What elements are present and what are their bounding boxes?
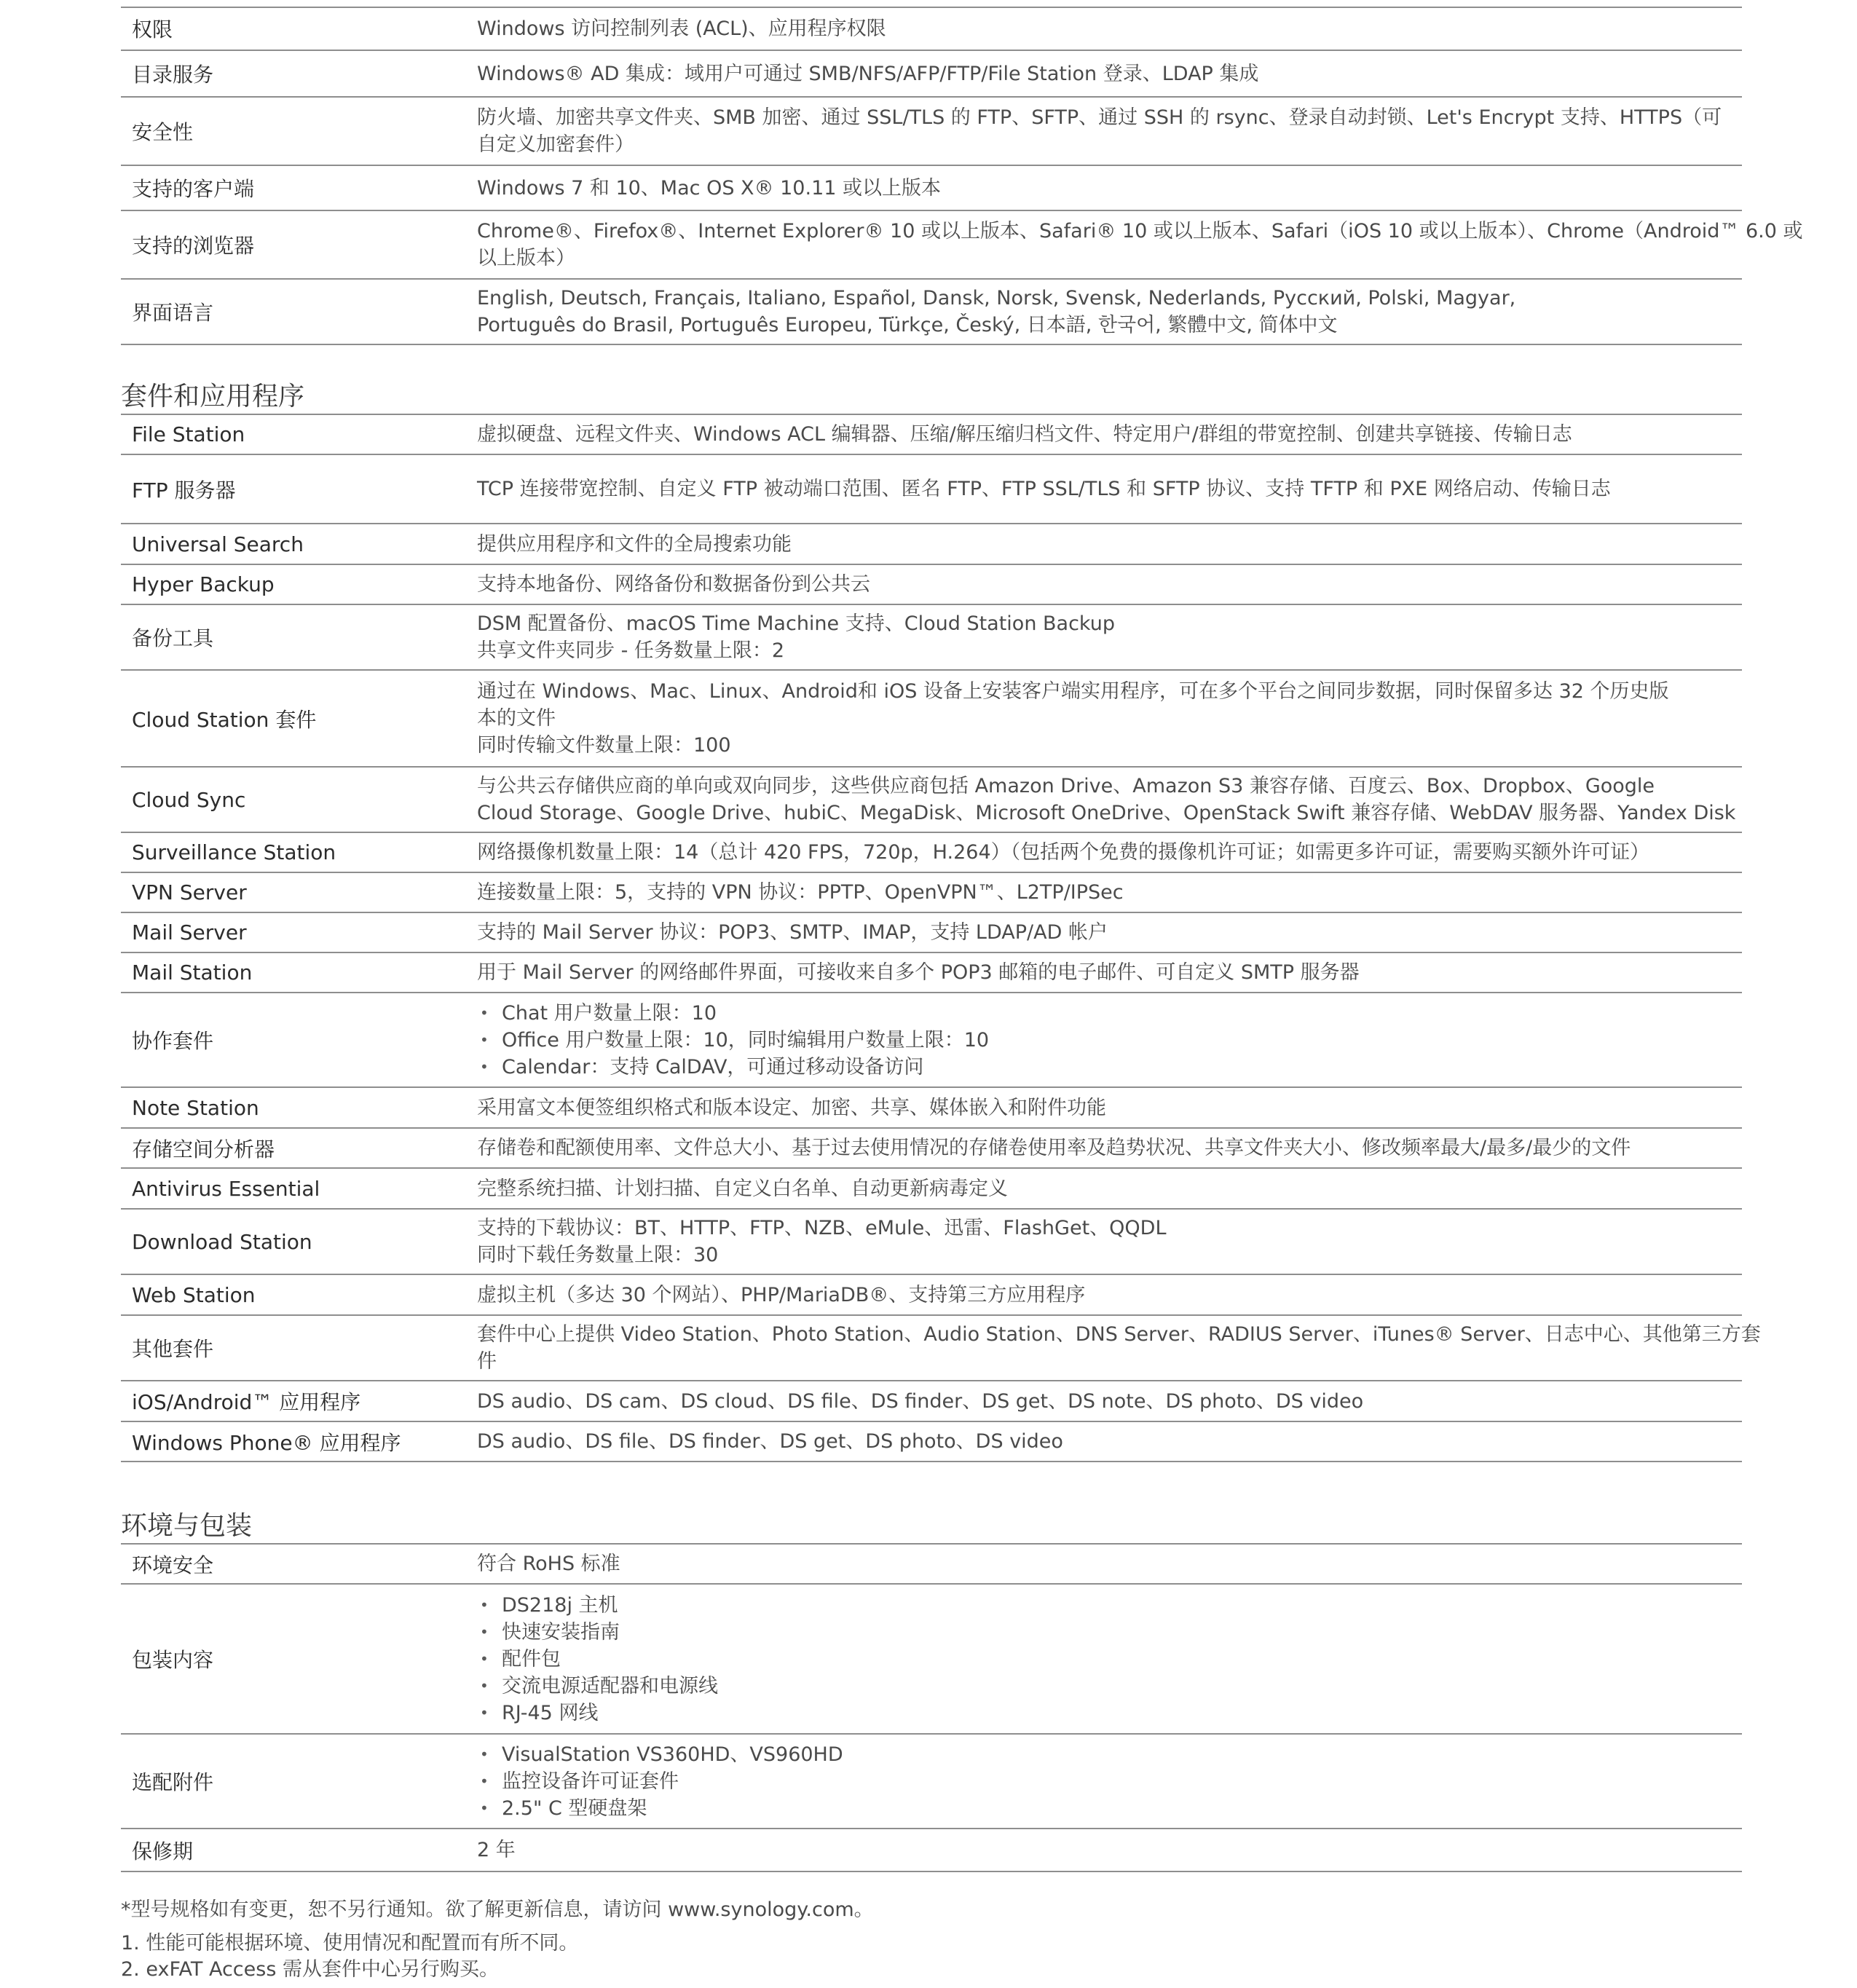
spec-value [477,565,1727,604]
spec-value-line: 用于 Mail Server 的网络邮件界面，可接收来自多个 POP3 邮箱的电子邮件、可自定义 SMTP 服务器 [477,961,1360,984]
spec-value [477,51,1727,96]
spec-label: 环境安全 [132,1553,214,1577]
spec-value [477,166,1727,210]
spec-row [121,1275,1742,1316]
spec-row [121,913,1742,953]
spec-label: 支持的客户端 [132,177,255,201]
spec-label: Windows Phone® 应用程序 [132,1430,401,1455]
spec-label: 安全性 [132,120,194,144]
spec-label: 包装内容 [132,1648,214,1672]
spec-row [121,1422,1742,1462]
spec-row [121,1585,1742,1735]
spec-value-line: 件 [477,1350,497,1373]
spec-value [477,1829,1727,1871]
spec-value [477,605,1727,669]
spec-label: 权限 [132,17,173,42]
spec-row [121,1088,1742,1129]
spec-label: Mail Server [132,920,247,944]
spec-row [121,51,1742,98]
spec-bullet-list [477,1592,1727,1727]
spec-bullet-item: • 快速安装指南 [477,1619,1727,1646]
spec-bullet-item: • Chat 用户数量上限：10 [477,1000,1727,1027]
spec-value [477,1169,1727,1208]
spec-value-line: 2 年 [477,1839,516,1861]
spec-bullet-item: • Office 用户数量上限：10，同时编辑用户数量上限：10 [477,1027,1727,1054]
spec-bullet-item: • 配件包 [477,1646,1727,1673]
spec-label: Mail Station [132,961,253,985]
spec-value-line: 共享文件夹同步 - 任务数量上限：2 [477,639,785,662]
spec-value [477,873,1727,912]
spec-value-line: 符合 RoHS 标准 [477,1553,620,1575]
section-title: 环境与包装 [121,1511,253,1541]
spec-value-line: 虚拟主机（多达 30 个网站）、PHP/MariaDB®、支持第三方应用程序 [477,1283,1086,1306]
spec-value [477,1735,1727,1828]
spec-value [477,833,1727,872]
spec-value [477,768,1736,832]
spec-row [121,953,1742,993]
spec-bullet-item: • VisualStation VS360HD、VS960HD [477,1741,1727,1768]
spec-value-line: English, Deutsch, Français, Italiano, Español, Dansk, Norsk, Svensk, Nederlands, Русский, Polski, Magyar, [477,287,1516,309]
spec-bullet-item: • 监控设备许可证套件 [477,1768,1727,1795]
spec-value-line: 同时传输文件数量上限：100 [477,734,731,757]
spec-value-line: 自定义加密套件） [477,133,634,156]
spec-label: iOS/Android™ 应用程序 [132,1390,361,1414]
spec-label: Cloud Sync [132,787,246,812]
spec-value [477,7,1727,50]
spec-bullet-item: • DS218j 主机 [477,1592,1727,1619]
spec-bullet-item: • Calendar：支持 CalDAV，可通过移动设备访问 [477,1054,1727,1081]
spec-value-line: 完整系统扫描、计划扫描、自定义白名单、自动更新病毒定义 [477,1177,1008,1200]
spec-bullet-list [477,1741,1727,1822]
spec-value-line: 以上版本） [477,247,575,269]
spec-bullet-item: • RJ-45 网线 [477,1700,1727,1727]
spec-value-line: DS audio、DS file、DS finder、DS get、DS photo、DS video [477,1430,1063,1453]
spec-label: 其他套件 [132,1337,214,1361]
spec-value-line: 提供应用程序和文件的全局搜索功能 [477,532,792,556]
spec-label: VPN Server [132,880,247,904]
spec-value-line: DS audio、DS cam、DS cloud、DS file、DS finder、DS get、DS note、DS photo、DS video [477,1389,1364,1413]
spec-label: 选配附件 [132,1770,214,1794]
spec-value-line: Windows 7 和 10、Mac OS X® 10.11 或以上版本 [477,176,942,200]
spec-row [121,565,1742,605]
spec-label: 备份工具 [132,626,214,650]
spec-row [121,1210,1742,1275]
spec-label: File Station [132,422,245,446]
spec-label: Surveillance Station [132,840,336,864]
spec-label: 保修期 [132,1839,194,1863]
spec-value [477,1210,1727,1274]
spec-value-line: 支持的 Mail Server 协议：POP3、SMTP、IMAP，支持 LDAP/AD 帐户 [477,921,1108,944]
spec-value-line: Windows® AD 集成：域用户可通过 SMB/NFS/AFP/FTP/File Station 登录、LDAP 集成 [477,62,1259,85]
footnote-2: 2. exFAT Access 需从套件中心另行购买。 [121,1958,499,1981]
spec-label: Hyper Backup [132,572,275,596]
spec-value-line: 存储卷和配额使用率、文件总大小、基于过去使用情况的存储卷使用率及趋势状况、共享文件夹大小、修改频率最大/最多/最少的文件 [477,1137,1631,1159]
spec-row [121,1381,1742,1422]
spec-label: FTP 服务器 [132,478,236,502]
spec-value [477,953,1727,992]
spec-value-line: Cloud Storage、Google Drive、hubiC、MegaDisk、Microsoft OneDrive、OpenStack Swift 兼容存储、WebDAV 服务器、Yandex Disk [477,802,1736,824]
spec-bullet-item: • 交流电源适配器和电源线 [477,1673,1727,1700]
spec-value [477,415,1727,454]
spec-row [121,455,1742,524]
spec-value [477,1316,1761,1380]
spec-label: Antivirus Essential [132,1176,320,1201]
spec-value-line: Chrome®、Firefox®、Internet Explorer® 10 或以上版本、Safari® 10 或以上版本、Safari（iOS 10 或以上版本）、Chrome（Android™ 6.0 或 [477,220,1803,242]
spec-value [477,671,1727,766]
spec-label: Cloud Station 套件 [132,707,317,732]
spec-value-line: DSM 配置备份、macOS Time Machine 支持、Cloud Station Backup [477,612,1115,635]
spec-row [121,1169,1742,1210]
spec-row [121,98,1742,166]
spec-value [477,913,1727,952]
spec-value [477,98,1727,165]
spec-value [477,993,1727,1086]
spec-row [121,524,1742,565]
spec-row [121,1543,1742,1585]
spec-value [477,1545,1727,1583]
spec-label: 目录服务 [132,63,214,87]
spec-row [121,166,1742,211]
section-title: 套件和应用程序 [121,382,305,411]
spec-value [477,455,1727,523]
spec-label: 支持的浏览器 [132,234,255,258]
spec-value-line: 支持本地备份、网络备份和数据备份到公共云 [477,573,870,596]
spec-value-line: 本的文件 [477,707,556,730]
spec-row [121,605,1742,671]
spec-value [477,211,1803,278]
spec-row [121,7,1742,51]
spec-row [121,414,1742,455]
spec-label: Universal Search [132,532,304,556]
spec-value-line: 采用富文本便签组织格式和版本设定、加密、共享、媒体嵌入和附件功能 [477,1096,1106,1119]
spec-value-line: 套件中心上提供 Video Station、Photo Station、Audio Station、DNS Server、RADIUS Server、iTunes® Server、日志中心、其他第三方套 [477,1323,1761,1346]
spec-value [477,280,1727,344]
spec-label: Download Station [132,1229,312,1254]
footnote-1: 1. 性能可能根据环境、使用情况和配置而有所不同。 [121,1932,579,1955]
spec-row [121,280,1742,345]
spec-value-line: 虚拟硬盘、远程文件夹、Windows ACL 编辑器、压缩/解压缩归档文件、特定用户/群组的带宽控制、创建共享链接、传输日志 [477,423,1572,446]
spec-row [121,873,1742,913]
spec-value-line: 连接数量上限：5，支持的 VPN 协议：PPTP、OpenVPN™、L2TP/IPSec [477,881,1124,904]
spec-value [477,1275,1727,1314]
spec-row [121,1129,1742,1169]
spec-bullet-item: • 2.5" C 型硬盘架 [477,1795,1727,1822]
spec-row [121,1829,1742,1872]
spec-value-line: 支持的下载协议：BT、HTTP、FTP、NZB、eMule、迅雷、FlashGet、QQDL [477,1217,1167,1239]
spec-value-line: Windows 访问控制列表 (ACL)、应用程序权限 [477,17,886,40]
spec-value [477,1585,1727,1733]
spec-row [121,1735,1742,1829]
spec-row [121,671,1742,768]
spec-value-line: TCP 连接带宽控制、自定义 FTP 被动端口范围、匿名 FTP、FTP SSL/TLS 和 SFTP 协议、支持 TFTP 和 PXE 网络启动、传输日志 [477,478,1611,500]
spec-label: Web Station [132,1282,256,1307]
spec-value [477,1422,1727,1461]
spec-value-line: 与公共云存储供应商的单向或双向同步，这些供应商包括 Amazon Drive、Amazon S3 兼容存储、百度云、Box、Dropbox、Google [477,775,1655,797]
spec-label: 协作套件 [132,1029,214,1053]
spec-label: 界面语言 [132,301,214,325]
spec-label: 存储空间分析器 [132,1137,275,1161]
spec-value [477,1088,1727,1127]
spec-value-line: 网络摄像机数量上限：14（总计 420 FPS，720p，H.264）（包括两个免费的摄像机许可证；如需更多许可证，需要购买额外许可证） [477,841,1650,864]
spec-row [121,993,1742,1088]
spec-value-line: Português do Brasil, Português Europeu, Türkçe, Český, 日本語, 한국어, 繁體中文, 简体中文 [477,314,1338,336]
spec-value [477,1381,1727,1421]
spec-value-line: 通过在 Windows、Mac、Linux、Android和 iOS 设备上安装客户端实用程序，可在多个平台之间同步数据，同时保留多达 32 个历史版 [477,680,1669,703]
spec-label: Note Station [132,1095,259,1120]
spec-row [121,211,1803,280]
spec-row [121,833,1742,873]
spec-value [477,524,1727,564]
disclaimer-note: *型号规格如有变更，恕不另行通知。欲了解更新信息，请访问 www.synology.com。 [121,1898,874,1921]
spec-row [121,1316,1761,1381]
spec-value-line: 防火墙、加密共享文件夹、SMB 加密、通过 SSL/TLS 的 FTP、SFTP、通过 SSH 的 rsync、登录自动封锁、Let's Encrypt 支持、HTTPS（可 [477,106,1722,129]
spec-value [477,1129,1727,1167]
spec-row [121,768,1742,833]
spec-value-line: 同时下载任务数量上限：30 [477,1244,719,1266]
spec-bullet-list [477,1000,1727,1081]
